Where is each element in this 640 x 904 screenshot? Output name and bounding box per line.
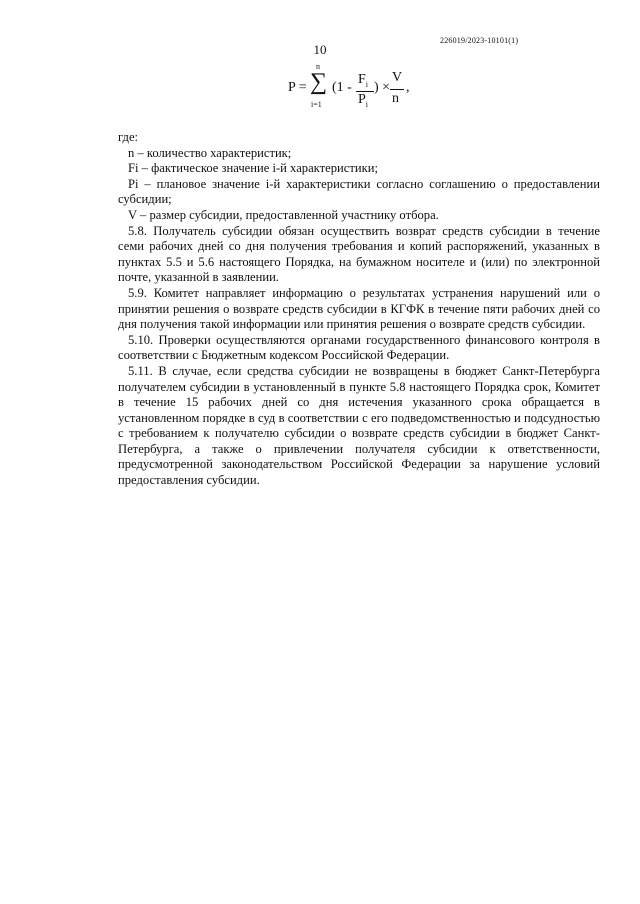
formula-fraction1-denominator: $P_i$	[358, 92, 369, 109]
formula-open-paren: (1 -	[332, 80, 352, 95]
paragraph-5-8: 5.8. Получатель субсидии обязан осуществить возврат средств субсидии в течение семи рабочих дней со дня получения требования и копий распоряжений, указанных в пунктах 5.5 и 5.6 настоящего Порядка, на бумажном носителе и (или) по электронной почте, указанной в заявлении.	[118, 223, 600, 285]
paragraph-where: где:	[118, 130, 139, 144]
formula-sigma: ∑	[310, 69, 328, 95]
paragraph-def-n: n – количество характеристик;	[128, 145, 292, 160]
formula-close-times: ) ×	[374, 80, 391, 95]
formula	[286, 58, 436, 120]
formula-fraction2-numerator: V	[392, 70, 403, 85]
paragraph-5-10: 5.10. Проверки осуществляются органами государственного финансового контроля в соответствии с Бюджетным кодексом Российской Федерации.	[118, 332, 600, 363]
formula-sum-lower: i=1	[311, 100, 322, 109]
document-id: 226019/2023-10101(1)	[440, 36, 519, 45]
formula-lhs: P =	[288, 80, 307, 95]
paragraph-def-pi: Pi – плановое значение i-й характеристики согласно соглашению о предоставлении субсидии;	[118, 176, 600, 207]
formula-fraction1-numerator: $F_i$	[358, 72, 369, 89]
formula-fraction2-bar	[390, 89, 404, 90]
formula-sum-upper: n	[316, 62, 320, 71]
paragraph-5-11: 5.11. В случае, если средства субсидии не возвращены в бюджет Санкт-Петербурга получателем субсидии в установленный в пункте 5.8 настоящего Порядка срок, Комитет в течение 15 рабочих дней со дня истечения указанного срока обращается в установленном порядке в суд в соответствии с его подведомственностью и подсудностью с требованием к получателю субсидии о возврате средств субсидии в бюджет Санкт-Петербурга, а также о привлечении получателя субсидии к ответственности, предусмотренной законодательством Российской Федерации за нарушение условий предоставления субсидии.	[118, 363, 600, 488]
paragraph-5-9: 5.9. Комитет направляет информацию о результатах устранения нарушений или о принятии решения о возврате средств субсидии в КГФК в течение пяти рабочих дней со дня получения такой информации или принятия решения о возврате средств субсидии.	[118, 285, 600, 332]
page-number: 10	[313, 42, 327, 57]
paragraph-def-fi: Fi – фактическое значение i-й характеристики;	[128, 161, 378, 176]
document-body	[118, 130, 600, 489]
paragraph-def-v: V – размер субсидии, предоставленной участнику отбора.	[128, 207, 439, 222]
formula-comma: ,	[406, 80, 410, 95]
formula-fraction2-denominator: n	[392, 91, 399, 106]
